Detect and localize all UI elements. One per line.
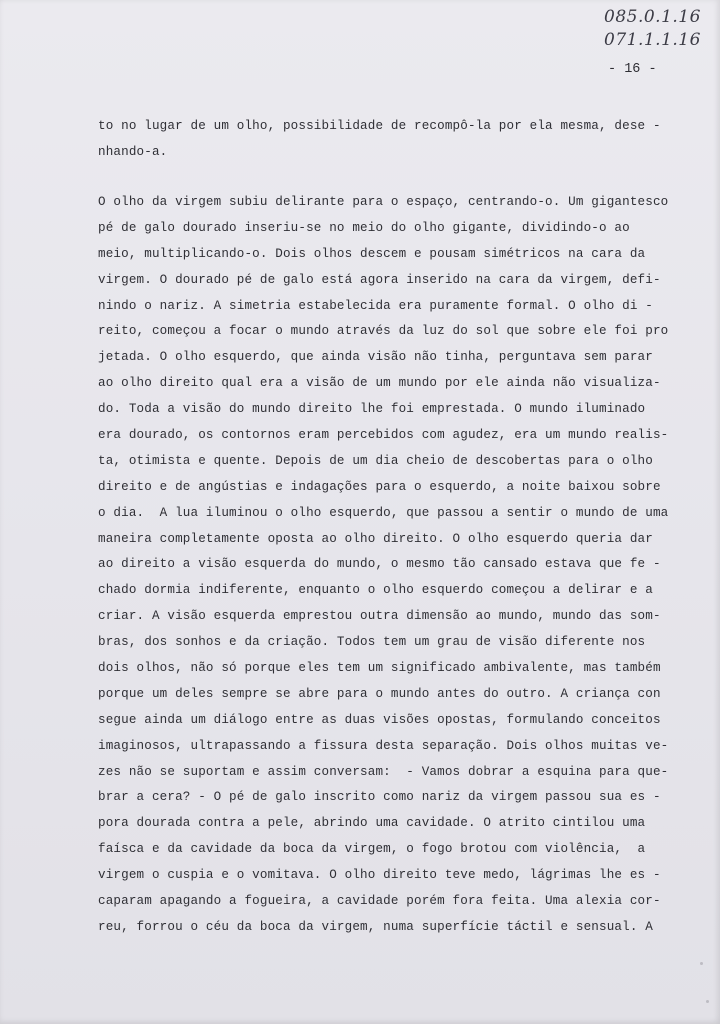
- text-line: porque um deles sempre se abre para o mundo antes do outro. A criança con: [98, 686, 661, 701]
- text-line: do. Toda a visão do mundo direito lhe foi emprestada. O mundo iluminado: [98, 402, 646, 417]
- paragraph-2: [98, 190, 678, 941]
- text-line: chado dormia indiferente, enquanto o olho esquerdo começou a delirar e a: [98, 583, 653, 598]
- paragraph-1: [98, 114, 678, 166]
- text-line: o dia. A lua iluminou o olho esquerdo, que passou a sentir o mundo de uma: [98, 505, 669, 520]
- text-line: nindo o nariz. A simetria estabelecida era puramente formal. O olho di -: [98, 298, 653, 313]
- text-line: ao direito a visão esquerda do mundo, o mesmo tão cansado estava que fe -: [98, 557, 661, 572]
- text-line: pora dourada contra a pele, abrindo uma cavidade. O atrito cintilou uma: [98, 816, 646, 831]
- text-line: O olho da virgem subiu delirante para o espaço, centrando-o. Um gigantesco: [98, 195, 669, 209]
- text-line: bras, dos sonhos e da criação. Todos tem um grau de visão diferente nos: [98, 635, 646, 650]
- text-line: reito, começou a focar o mundo através da luz do sol que sobre ele foi pro: [98, 324, 669, 339]
- text-line: faísca e da cavidade da boca da virgem, o fogo brotou com violência, a: [98, 842, 646, 857]
- ref-code-2: 071.1.1.16: [604, 30, 701, 50]
- text-line: direito e de angústias e indagações para o esquerdo, a noite baixou sobre: [98, 479, 661, 494]
- paper-speck: [700, 962, 703, 965]
- text-line: virgem o cuspia e o vomitava. O olho direito teve medo, lágrimas lhe es -: [98, 868, 661, 883]
- text-line: reu, forrou o céu da boca da virgem, numa superfície táctil e sensual. A: [98, 919, 653, 934]
- text-line: maneira completamente oposta ao olho direito. O olho esquerdo queria dar: [98, 531, 653, 546]
- page-number: - 16 -: [608, 62, 657, 77]
- text-line: virgem. O dourado pé de galo está agora inserido na cara da virgem, defi-: [98, 272, 661, 287]
- ref-code-1: 085.0.1.16: [604, 7, 701, 27]
- text-line: ta, otimista e quente. Depois de um dia cheio de descobertas para o olho: [98, 453, 653, 468]
- text-line: caparam apagando a fogueira, a cavidade porém fora feita. Uma alexia cor-: [98, 894, 661, 909]
- text-line: brar a cera? - O pé de galo inscrito como nariz da virgem passou sua es -: [98, 790, 661, 805]
- text-line: segue ainda um diálogo entre as duas visões opostas, formulando conceitos: [98, 712, 661, 727]
- text-line: imaginosos, ultrapassando a fissura desta separação. Dois olhos muitas ve-: [98, 738, 669, 753]
- paper-speck: [706, 1000, 709, 1003]
- text-line: jetada. O olho esquerdo, que ainda visão não tinha, perguntava sem parar: [98, 350, 653, 365]
- text-line: pé de galo dourado inseriu-se no meio do olho gigante, dividindo-o ao: [98, 220, 630, 235]
- text-line: era dourado, os contornos eram percebidos com agudez, era um mundo realis-: [98, 428, 669, 443]
- text-line: zes não se suportam e assim conversam: - Vamos dobrar a esquina para que-: [98, 764, 669, 779]
- text-line: meio, multiplicando-o. Dois olhos descem e pousam simétricos na cara da: [98, 246, 646, 261]
- handwritten-reference-codes: [604, 6, 716, 52]
- text-line: criar. A visão esquerda emprestou outra dimensão ao mundo, mundo das som-: [98, 609, 661, 624]
- text-line: to no lugar de um olho, possibilidade de recompô-la por ela mesma, dese -: [98, 119, 661, 133]
- text-line: nhando-a.: [98, 144, 168, 159]
- text-line: dois olhos, não só porque eles tem um significado ambivalente, mas também: [98, 661, 661, 676]
- text-line: ao olho direito qual era a visão de um mundo por ele ainda não visualiza-: [98, 376, 661, 391]
